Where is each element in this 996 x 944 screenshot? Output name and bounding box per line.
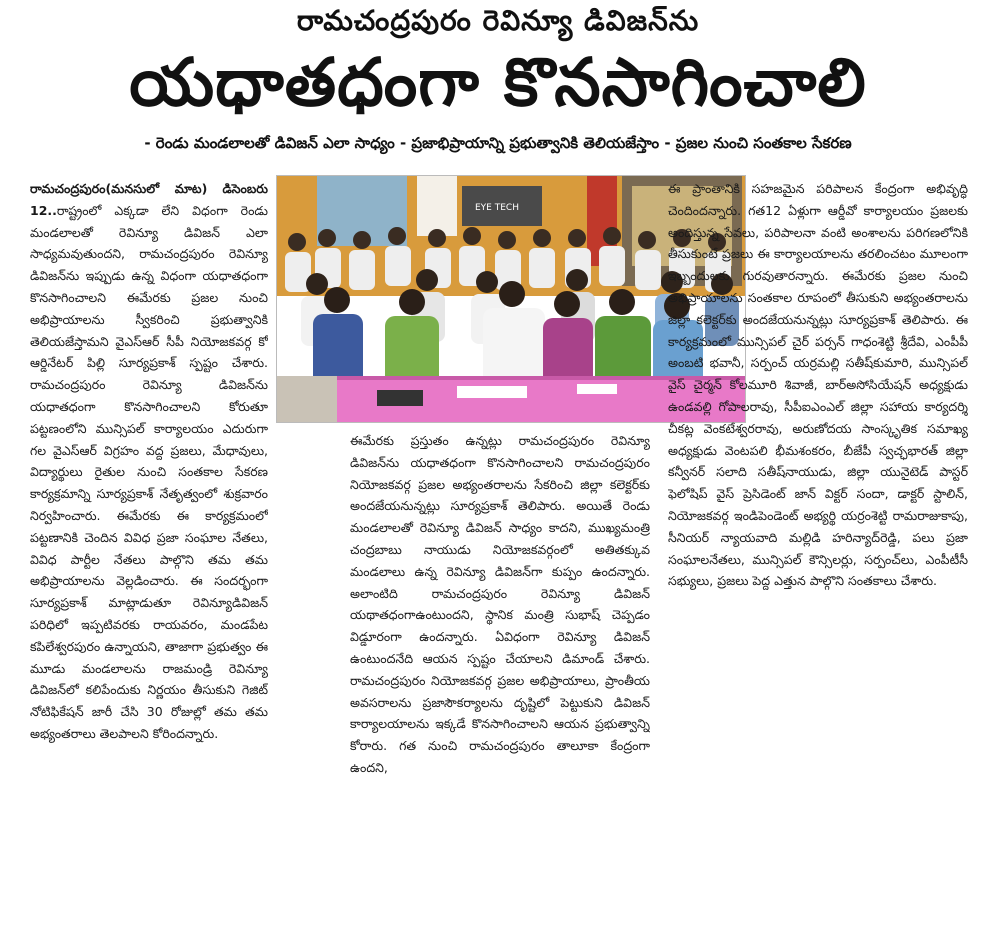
photo-sign-text: EYE TECH bbox=[475, 203, 519, 213]
article-column-1 bbox=[30, 178, 268, 930]
headline: యధాతధంగా కొనసాగించాలి bbox=[129, 44, 867, 121]
article-column-2 bbox=[350, 430, 650, 930]
article-text-col2: ఈమేరకు ప్రస్తుతం ఉన్నట్లు రామచంద్రపురం రెవిన్యూ డివిజన్‌ను యధాతధంగా కొనసాగించాలని రామచంద్రపురం నియోజకవర్గ ప్రజల అభ్యంతరాలను సేకరించి జిల్లా కలెక్టర్‌కు అందజేయనున్నట్లు సూర్యప్రకాశ్ తెలిపారు. అయితే రెండు మండలాలతో రెవిన్యూ డివిజన్ సాధ్యం కాదని, ముఖ్యమంత్రి చంద్రబాబు నాయుడు నియోజకవర్గంలో అతితక్కువ మండలాలు ఉన్న రెవిన్యూ డివిజన్‌గా కుప్పం ఉందన్నారు. అలాంటిది రామచంద్రపురం రెవిన్యూ డివిజన్ యథాతధంగాఉంటుందని, స్థానిక మంత్రి సుభాష్ చెప్పడం విడ్డూరంగా ఉందన్నారు. ఏవిధంగా రెవిన్యూ డివిజన్ ఉంటుందనేది ఆయన స్పష్టం చేయాలని డిమాండ్ చేశారు. రామచంద్రపురం నియోజకవర్గ ప్రజల అభిప్రాయాలు, ప్రాంతీయ అవసరాలను ప్రజాసౌకర్యాలను దృష్టిలో పెట్టుకుని డివిజన్ కార్యాలయాలను ఇక్కడే కొనసాగించాలని ఆయన ప్రభుత్వాన్ని కోరారు. గత నుంచి రామచంద్రపురం తాలూకా కేంద్రంగా ఉందని, bbox=[350, 433, 650, 775]
headline-kicker: రామచంద్రపురం రెవిన్యూ డివిజన్‌ను bbox=[296, 4, 700, 37]
dateline: రామచంద్రపురం(మనసులో మాట) bbox=[30, 181, 208, 196]
subheadline: - రెండు మండలాలతో డివిజన్ ఎలా సాధ్యం - ప్రజాభిప్రాయాన్ని ప్రభుత్వానికి తెలియజేస్తాం - ప్రజల నుంచి సంతకాల సేకరణ bbox=[144, 134, 852, 152]
date: డిసెంబరు 12.. bbox=[30, 181, 268, 218]
article-text-col1: రాష్ట్రంలో ఎక్కడా లేని విధంగా రెండు మండలాలతో రెవిన్యూ డివిజన్ ఎలా సాధ్యమవుతుందని, రామచంద్రపురం రెవిన్యూ డివిజన్‌ను ఇప్పుడు ఉన్న విధంగా యధాతధంగా కొనసాగించాలని ఈమేరకు ప్రజల నుంచి అభిప్రాయాలను స్వీకరించి ప్రభుత్వానికి తెలియజేస్తామని వైఎస్ఆర్ సీపీ నియోజకవర్గ కో ఆర్డినేటర్ పిల్లి సూర్యప్రకాశ్ స్పష్టం చేశారు. రామచంద్రపురం రెవిన్యూ డివిజన్‌ను యధాతధంగా కొనసాగించాలని కోరుతూ పట్టణంలోని మున్సిపల్ కార్యాలయం ఎదురుగా గల వైఎస్ఆర్ విగ్రహం వద్ద ప్రజలు, మేధావులు, విద్యార్థులు రైతుల నుంచి సంతకాల సేకరణ కార్యక్రమాన్ని సూర్యప్రకాశ్ నేతృత్వంలో శుక్రవారం నిర్వహించారు. ఈమేరకు ఈ కార్యక్రమంలో పట్టణానికి చెందిన వివిధ ప్రజా సంఘాల నేతలు, వివిధ పార్టీల నేతలు పాల్గొని తమ తమ అభిప్రాయాలను వెల్లడించారు. ఈ సందర్భంగా సూర్యప్రకాశ్ మాట్లాడుతూ రెవిన్యూడివిజన్ పరిధిలో ఇప్పటివరకు రాయవరం, మండపేట కపిలేశ్వరపురం ఉన్నాయని, తాజాగా ప్రభుత్వం ఈ మూడు మండలాలను రాజమండ్రి రెవిన్యూ డివిజన్‌లో కలిపేందుకు నిర్ణయం తీసుకుని గెజిట్ నోటిఫికేషన్ జారీ చేసి 30 రోజుల్లో తమ తమ అభ్యంతరాలు తెలపాలని కోరిందన్నారు. bbox=[30, 202, 268, 741]
article-column-3 bbox=[668, 178, 968, 930]
article-text-col3: ఈ ప్రాంతానికి సహజమైన పరిపాలన కేంద్రంగా అభివృద్ధి చెందిందన్నారు. గత12 ఏళ్లుగా ఆర్డీవో కార్యాలయం ప్రజలకు అందిస్తున్న సేవలు, పరిపాలనా వంటి అంశాలను పరిగణలోనికి తీసుకుంటే ప్రజలు ఈ కార్యాలయాలను తరలించటం మూలంగా ఇబ్బందులకు గురవుతారన్నారు. ఈమేరకు ప్రజల నుంచి అభిప్రాయాలను సంతకాల రూపంలో తీసుకుని అభ్యంతరాలను జిల్లా కలెక్టర్‌కు అందజేయనున్నట్లు సూర్యప్రకాశ్ తెలిపారు. ఈ కార్యక్రమంలో మున్సిపల్ చైర్ పర్సన్ గాధంశెట్టి శ్రీదేవి, ఎంపీపీ అంబటి భవానీ, సర్పంచ్ యర్రమల్లి సతీష్‌కుమారి, మున్సిపల్ వైస్ చైర్మన్ కోలమూరి శివాజీ, బార్అసోసియేషన్ అధ్యక్షుడు ఉండవల్లి గోపాలరావు, సీపీఐఎంఎల్ జిల్లా సహాయ కార్యదర్శి చీకట్ల వెంకటేశ్వరరావు, అరుణోదయ సాంస్కృతిక సమాఖ్య అధ్యక్షుడు వెంటపలి భీమశంకరం, బీజేపీ స్వచ్ఛభారత్ జిల్లా కన్వీనర్ సలాది సతీష్‌నాయుడు, జిల్లా యునైటెడ్ పాస్టర్ ఫెలోషిప్ వైస్ ప్రెసిడెంట్ జాన్ విక్టర్ సందా, డాక్టర్ స్టాలిన్, నియోజకవర్గ ఇండిపెండెంట్ అభ్యర్థి యర్రంశెట్టి రామరాజుకాపు, సీనియర్ న్యాయవాది మల్లిడి హరిన్యాద్‌రెడ్డి, పలు ప్రజా సంఘాలనేతలు, మున్సిపల్ కౌన్సిలర్లు, సర్పంచ్‌లు, ఎంపీటీసీ సభ్యులు, ప్రజలు పెద్ద ఎత్తున పాల్గొని సంతకాలు చేశారు. bbox=[668, 181, 968, 589]
